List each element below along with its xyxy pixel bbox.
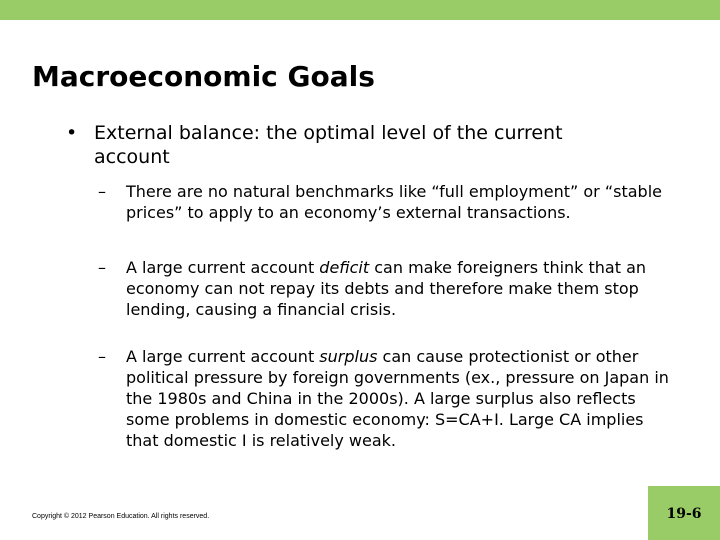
sub-bullet-text [126, 257, 678, 320]
sub-bullet-text-start: A large current account [126, 258, 320, 277]
sub-bullet-deficit [98, 257, 678, 320]
sub-bullet-text: There are no natural benchmarks like “full employment” or “stable prices” to apply to an economy’s external transactions. [126, 182, 662, 222]
emphasis-deficit: deficit [319, 258, 370, 277]
emphasis-surplus: surplus [319, 347, 378, 366]
page-number: 19-6 [666, 506, 702, 522]
sub-bullet-benchmarks [98, 181, 678, 223]
bullet-external-balance [66, 121, 626, 169]
top-accent-bar [0, 0, 720, 20]
sub-bullet-text-start: A large current account [126, 347, 320, 366]
sub-bullet-text-end: can cause protectionist or other political pressure by foreign governments (ex., pressure on Japan in the 1980s and China in the 2000s). A large surplus also reflects some problems in domestic economy: S=CA+I. Large CA implies that domestic I is relatively weak. [126, 347, 669, 450]
sub-bullet-marker: – [98, 347, 106, 366]
copyright-footer: Copyright © 2012 Pearson Education. All rights reserved. [32, 513, 210, 520]
sub-bullet-text-end: can make foreigners think that an economy can not repay its debts and therefore make them stop lending, causing a financial crisis. [126, 258, 647, 319]
bullet-marker: • [66, 122, 78, 144]
page-number-box [648, 486, 720, 540]
sub-bullet-marker: – [98, 182, 106, 201]
sub-bullet-marker: – [98, 258, 106, 277]
bullet-text: External balance: the optimal level of the current account [94, 122, 563, 168]
sub-bullet-text [126, 346, 678, 451]
slide-title: Macroeconomic Goals [32, 60, 375, 93]
sub-bullet-surplus [98, 346, 678, 451]
